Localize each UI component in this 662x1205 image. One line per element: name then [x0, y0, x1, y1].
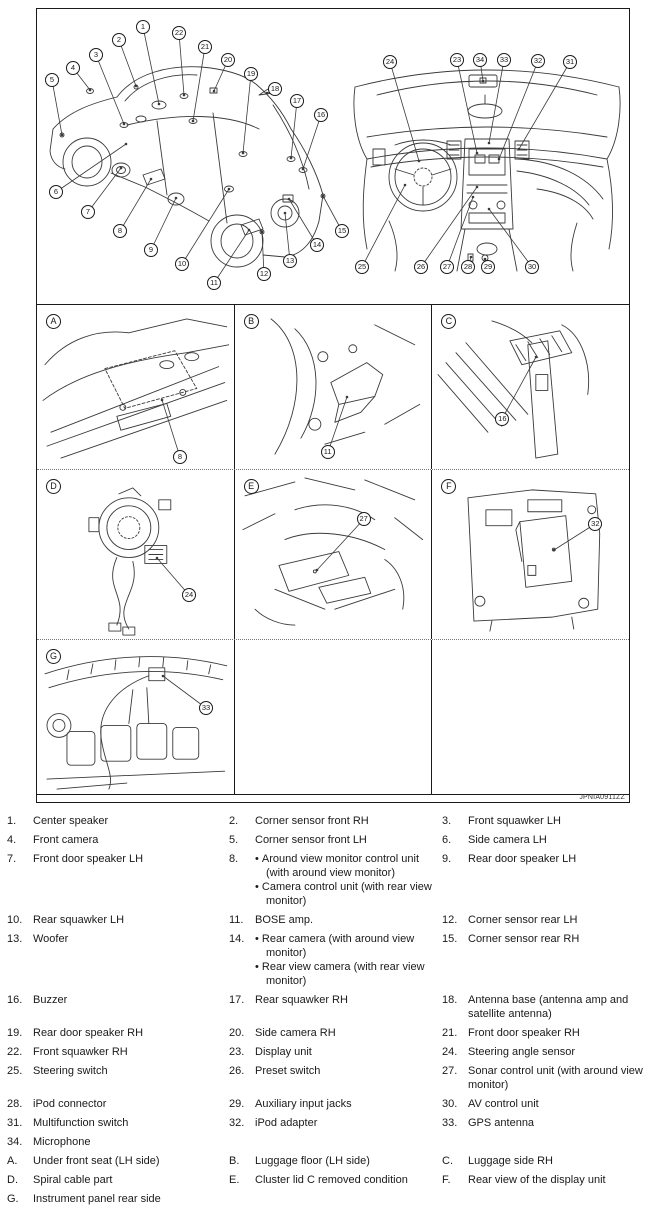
legend-item-number: 12.	[442, 914, 458, 926]
legend-item-text: Multifunction switch	[33, 1117, 129, 1129]
callout-13: 13	[283, 254, 297, 268]
leader-line	[120, 179, 151, 231]
panel-label-c: C	[441, 314, 456, 329]
leader-line	[243, 74, 251, 153]
legend-item-number: 1.	[7, 815, 17, 827]
legend-item-number: A.	[7, 1155, 18, 1167]
panel-a-leaders	[37, 305, 234, 469]
legend-item	[229, 1173, 442, 1187]
callout-26: 26	[414, 260, 428, 274]
panel-label-g: G	[46, 649, 61, 664]
legend-item-number: 33.	[442, 1117, 458, 1129]
legend-item-text: Preset switch	[255, 1065, 321, 1077]
leader-dot	[553, 549, 556, 552]
legend-item-number: 21.	[442, 1027, 458, 1039]
legend-item	[229, 1154, 442, 1168]
callout-10: 10	[175, 257, 189, 271]
callout-32: 32	[531, 54, 545, 68]
legend-bullet-line: • Around view monitor control unit (with around view monitor)	[255, 853, 420, 879]
callout-33: 33	[199, 701, 213, 715]
legend-item	[442, 913, 652, 927]
panel-empty-2	[432, 640, 629, 794]
legend-item-text: Front door speaker LH	[33, 853, 144, 865]
legend-item-number: 24.	[442, 1046, 458, 1058]
leader-line	[362, 185, 405, 267]
leader-dot	[162, 675, 165, 678]
legend-item	[229, 1116, 442, 1130]
legend-item-text	[255, 932, 436, 988]
legend-item-number: C.	[442, 1155, 453, 1167]
leader-line	[182, 189, 229, 264]
legend-item-text: Woofer	[33, 933, 69, 945]
panel-g-instrument-panel-rear	[37, 640, 235, 794]
legend-item-text: Front door speaker RH	[468, 1027, 580, 1039]
leader-line	[303, 115, 321, 169]
leader-line	[96, 55, 124, 124]
leader-dot	[261, 231, 264, 234]
leader-line	[502, 357, 536, 419]
legend-item-text: Auxiliary input jacks	[255, 1098, 352, 1110]
callout-1: 1	[136, 20, 150, 34]
callout-33: 33	[497, 53, 511, 67]
legend-item-number: 16.	[7, 994, 23, 1006]
callout-11: 11	[207, 276, 221, 290]
legend-item	[7, 1192, 229, 1205]
legend-item	[7, 1064, 229, 1092]
leader-line	[56, 144, 126, 192]
legend-item-text: Rear door speaker LH	[468, 853, 577, 865]
legend-item	[442, 1064, 652, 1092]
panel-label-d: D	[46, 479, 61, 494]
leader-dot	[123, 123, 126, 126]
legend-item-text: Spiral cable part	[33, 1174, 113, 1186]
legend-item-number: 17.	[229, 994, 245, 1006]
legend-item-text: Rear squawker LH	[33, 914, 125, 926]
legend-item-number: 14.	[229, 933, 245, 945]
legend-item-number: E.	[229, 1174, 240, 1186]
panel-c-luggage-side	[432, 305, 629, 469]
legend-item	[7, 1045, 229, 1059]
leader-dot	[213, 90, 216, 93]
leader-line	[179, 33, 184, 95]
legend-empty-cell	[442, 1135, 652, 1149]
leader-dot	[192, 120, 195, 123]
leader-line	[390, 62, 419, 161]
top-views	[37, 9, 629, 305]
legend-empty-cell	[442, 1192, 652, 1205]
legend-item-number: 11.	[229, 914, 244, 926]
legend-item	[229, 814, 442, 828]
panel-e-cluster-lid	[235, 470, 433, 639]
figure-image-code: JPNIA0911ZZ	[579, 794, 625, 801]
callout-11: 11	[321, 445, 335, 459]
legend-item-text: Center speaker	[33, 815, 109, 827]
legend-item-number: 7.	[7, 853, 17, 865]
callout-12: 12	[257, 267, 271, 281]
callout-20: 20	[221, 53, 235, 67]
panel-c-leaders	[432, 305, 629, 469]
leader-dot	[183, 94, 186, 97]
legend-item-text: Steering switch	[33, 1065, 108, 1077]
parts-location-figure	[36, 8, 630, 803]
legend-item-text: Corner sensor front RH	[255, 815, 369, 827]
legend-item-text: Microphone	[33, 1136, 91, 1148]
panel-label-b: B	[244, 314, 259, 329]
legend-item-text: Rear squawker RH	[255, 994, 348, 1006]
leader-line	[328, 397, 347, 452]
panel-d-spiral-cable	[37, 470, 235, 639]
leader-line	[519, 62, 570, 149]
leader-dot	[89, 89, 92, 92]
leader-dot	[156, 557, 159, 560]
legend-item-number: 32.	[229, 1117, 245, 1129]
legend-item-number: 9.	[442, 853, 452, 865]
panel-f-leaders	[432, 470, 629, 639]
panel-b-leaders	[235, 305, 432, 469]
legend-item-number: 23.	[229, 1046, 245, 1058]
legend-item-text: Luggage floor (LH side)	[255, 1155, 370, 1167]
panel-d-leaders	[37, 470, 234, 639]
leader-dot	[61, 134, 64, 137]
callout-3: 3	[89, 48, 103, 62]
leader-line	[214, 230, 249, 283]
detail-panel-grid	[37, 305, 629, 795]
leader-line	[421, 187, 477, 267]
callout-16: 16	[495, 412, 509, 426]
leader-dot	[290, 157, 293, 160]
panel-label-e: E	[244, 479, 259, 494]
leader-dot	[248, 229, 251, 232]
legend-item	[7, 913, 229, 927]
legend-item-text: Sonar control unit (with around view monitor)	[468, 1065, 643, 1091]
legend-item-number: 10.	[7, 914, 23, 926]
legend-item-text: Steering angle sensor	[468, 1046, 576, 1058]
legend-item	[229, 1064, 442, 1092]
panel-b-luggage-floor	[235, 305, 433, 469]
legend-item-number: 29.	[229, 1098, 245, 1110]
legend-item-number: 15.	[442, 933, 458, 945]
callout-27: 27	[440, 260, 454, 274]
legend-item-text: AV control unit	[468, 1098, 539, 1110]
callout-29: 29	[481, 260, 495, 274]
legend-item	[229, 833, 442, 847]
leader-dot	[488, 142, 491, 145]
legend-item-number: 6.	[442, 834, 452, 846]
legend-item-text	[255, 852, 436, 908]
leader-dot	[125, 143, 128, 146]
legend-item-number: B.	[229, 1155, 240, 1167]
leader-line	[489, 60, 504, 143]
legend-item-text: Corner sensor front LH	[255, 834, 367, 846]
legend-item-text: Corner sensor rear LH	[468, 914, 578, 926]
callout-15: 15	[335, 224, 349, 238]
leader-line	[119, 40, 136, 86]
panel-a-under-front-seat	[37, 305, 235, 469]
leader-dot	[345, 396, 348, 399]
top-leader-lines	[37, 9, 629, 304]
legend-item	[7, 1154, 229, 1168]
leader-dot	[322, 195, 325, 198]
callout-14: 14	[310, 238, 324, 252]
legend-item-number: 8.	[229, 853, 239, 865]
legend-item	[7, 1026, 229, 1040]
legend-item-number: 20.	[229, 1027, 245, 1039]
legend-item-number: 4.	[7, 834, 17, 846]
callout-5: 5	[45, 73, 59, 87]
leader-dot	[158, 103, 161, 106]
legend-item-text: Front camera	[33, 834, 99, 846]
leader-dot	[476, 186, 479, 189]
callout-21: 21	[198, 40, 212, 54]
legend-item-text: Under front seat (LH side)	[33, 1155, 160, 1167]
leader-dot	[470, 256, 473, 259]
callout-22: 22	[172, 26, 186, 40]
callout-16: 16	[314, 108, 328, 122]
leader-dot	[315, 569, 318, 572]
legend-item	[229, 932, 442, 988]
legend-item-number: 28.	[7, 1098, 23, 1110]
legend-item-text: Rear view of the display unit	[468, 1174, 606, 1186]
legend-item-text: iPod adapter	[255, 1117, 318, 1129]
legend-item	[7, 852, 229, 908]
legend-item	[442, 1116, 652, 1130]
leader-line	[52, 80, 62, 135]
leader-line	[447, 197, 473, 267]
leader-dot	[518, 148, 521, 151]
callout-7: 7	[81, 205, 95, 219]
leader-dot	[284, 212, 287, 215]
legend-item-text: Buzzer	[33, 994, 68, 1006]
legend-item	[7, 993, 229, 1021]
legend-item	[7, 1097, 229, 1111]
panel-label-f: F	[441, 479, 456, 494]
legend-item-number: 27.	[442, 1065, 458, 1077]
callout-8: 8	[113, 224, 127, 238]
leader-dot	[242, 152, 245, 155]
legend-item-text: GPS antenna	[468, 1117, 535, 1129]
leader-dot	[228, 188, 231, 191]
callout-17: 17	[290, 94, 304, 108]
leader-line	[499, 61, 538, 159]
leader-line	[88, 168, 121, 212]
legend-bullet-line: • Rear camera (with around view monitor)	[255, 933, 415, 959]
legend-item	[229, 1045, 442, 1059]
legend-item	[442, 1097, 652, 1111]
legend-item	[442, 993, 652, 1021]
legend-item-number: 25.	[7, 1065, 23, 1077]
leader-dot	[488, 208, 491, 211]
legend-item	[7, 932, 229, 988]
legend-item	[7, 833, 229, 847]
legend-item	[442, 1045, 652, 1059]
leader-line	[457, 60, 477, 153]
leader-dot	[404, 184, 407, 187]
legend-item	[442, 1026, 652, 1040]
callout-6: 6	[49, 185, 63, 199]
panel-f-display-unit-rear	[432, 470, 629, 639]
legend-item-number: 31.	[7, 1117, 23, 1129]
callout-28: 28	[461, 260, 475, 274]
callout-24: 24	[383, 55, 397, 69]
leader-dot	[498, 158, 501, 161]
legend-empty-cell	[229, 1192, 442, 1205]
callout-2: 2	[112, 33, 126, 47]
legend-item-number: G.	[7, 1193, 19, 1205]
legend-item	[229, 852, 442, 908]
callout-9: 9	[144, 243, 158, 257]
callout-25: 25	[355, 260, 369, 274]
legend-item-number: 2.	[229, 815, 239, 827]
legend-item-text: Luggage side RH	[468, 1155, 554, 1167]
legend-item-text: Rear door speaker RH	[33, 1027, 144, 1039]
legend-item-text: Front squawker LH	[468, 815, 561, 827]
legend-item-text: iPod connector	[33, 1098, 107, 1110]
panel-empty-1	[235, 640, 433, 794]
leader-dot	[120, 167, 123, 170]
leader-dot	[418, 160, 421, 163]
panel-e-leaders	[235, 470, 432, 639]
callout-34: 34	[473, 53, 487, 67]
leader-dot	[288, 198, 291, 201]
leader-dot	[482, 80, 485, 83]
legend-bullet-line: • Rear view camera (with rear view monitor)	[255, 961, 425, 987]
leader-dot	[472, 196, 475, 199]
legend-item	[442, 1173, 652, 1187]
callout-18: 18	[268, 82, 282, 96]
leader-dot	[161, 399, 164, 402]
leader-line	[489, 209, 532, 267]
callout-27: 27	[357, 512, 371, 526]
legend-item	[7, 1135, 229, 1149]
panel-label-a: A	[46, 314, 61, 329]
legend-item	[229, 993, 442, 1021]
legend-item-text: Cluster lid C removed condition	[255, 1174, 408, 1186]
leader-line	[162, 400, 180, 457]
leader-line	[193, 47, 205, 121]
legend-item-number: F.	[442, 1174, 451, 1186]
legend-item	[7, 814, 229, 828]
callout-24: 24	[182, 588, 196, 602]
callout-8: 8	[173, 450, 187, 464]
legend-empty-cell	[229, 1135, 442, 1149]
callout-31: 31	[563, 55, 577, 69]
legend-item	[442, 833, 652, 847]
leader-line	[143, 27, 159, 104]
legend-item-number: D.	[7, 1174, 18, 1186]
legend-bullet-line: • Camera control unit (with rear view monitor)	[255, 881, 432, 907]
legend-item	[442, 1154, 652, 1168]
legend-item-text: BOSE amp.	[255, 914, 314, 926]
panel-g-leaders	[37, 640, 234, 794]
leader-line	[291, 101, 297, 158]
legend-item	[442, 814, 652, 828]
legend-item-number: 13.	[7, 933, 23, 945]
leader-line	[151, 198, 176, 250]
legend-item-text: Side camera LH	[468, 834, 547, 846]
legend-item-text: Antenna base (antenna amp and satellite antenna)	[468, 994, 629, 1020]
callout-19: 19	[244, 67, 258, 81]
leader-dot	[175, 197, 178, 200]
legend-item-number: 5.	[229, 834, 239, 846]
legend-item	[229, 1097, 442, 1111]
leader-dot	[535, 356, 538, 359]
legend-item-number: 22.	[7, 1046, 23, 1058]
legend-item-number: 30.	[442, 1098, 458, 1110]
callout-30: 30	[525, 260, 539, 274]
leader-dot	[135, 85, 138, 88]
callout-32: 32	[588, 517, 602, 531]
leader-dot	[476, 152, 479, 155]
legend-item-text: Side camera RH	[255, 1027, 336, 1039]
legend-item	[7, 1116, 229, 1130]
legend-item-text: Display unit	[255, 1046, 312, 1058]
leader-dot	[150, 178, 153, 181]
legend-item-text: Front squawker RH	[33, 1046, 128, 1058]
legend-item-number: 18.	[442, 994, 458, 1006]
legend-item-number: 34.	[7, 1136, 23, 1148]
leader-dot	[302, 168, 305, 171]
legend-item	[229, 1026, 442, 1040]
legend-item-number: 19.	[7, 1027, 23, 1039]
legend-item	[442, 932, 652, 988]
legend	[0, 814, 662, 1205]
callout-4: 4	[66, 61, 80, 75]
legend-item-number: 3.	[442, 815, 452, 827]
legend-item-text: Corner sensor rear RH	[468, 933, 580, 945]
leader-line	[317, 519, 364, 570]
legend-item	[229, 913, 442, 927]
legend-item-text: Instrument panel rear side	[33, 1193, 161, 1205]
callout-23: 23	[450, 53, 464, 67]
legend-item	[7, 1173, 229, 1187]
legend-item	[442, 852, 652, 908]
legend-item-number: 26.	[229, 1065, 245, 1077]
